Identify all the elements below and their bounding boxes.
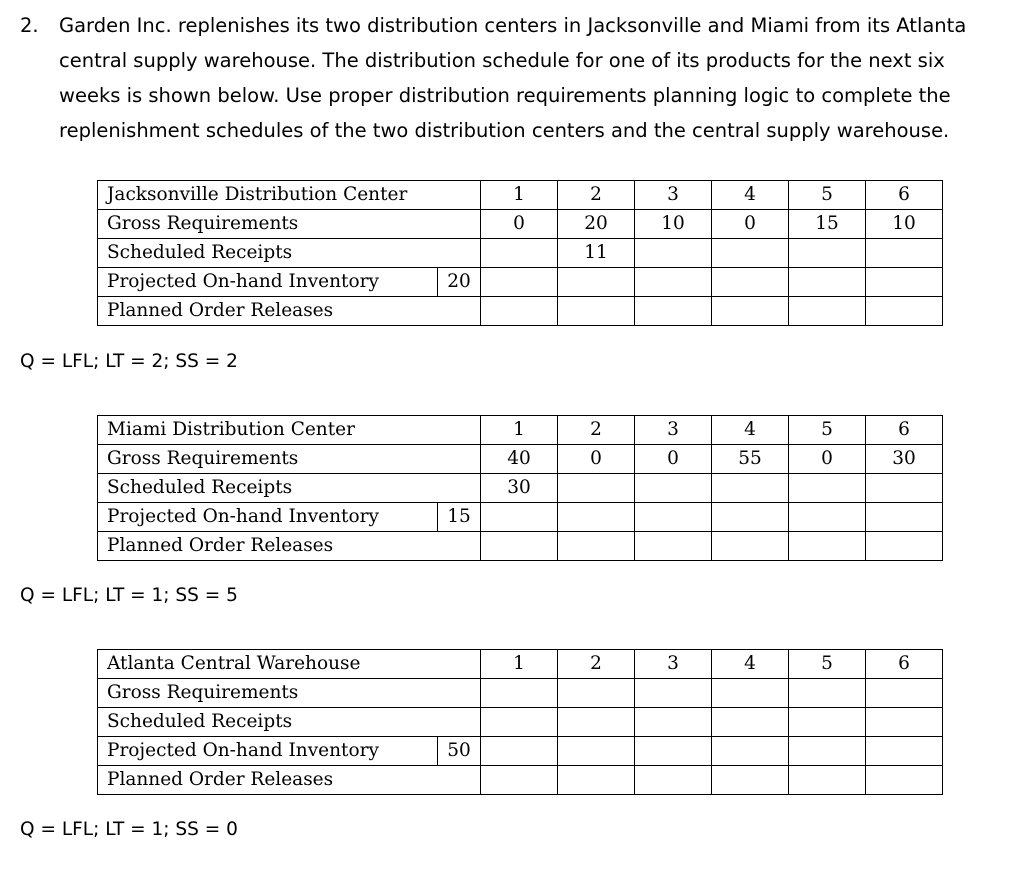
gross-cell: 30 — [866, 445, 943, 474]
release-cell[interactable] — [635, 766, 712, 795]
table-header-row — [98, 650, 943, 679]
gross-cell: 0 — [558, 445, 635, 474]
inventory-cell[interactable] — [558, 503, 635, 532]
release-cell[interactable] — [712, 766, 789, 795]
receipts-cell[interactable] — [866, 708, 943, 737]
gross-cell: 0 — [481, 210, 558, 239]
inventory-cell[interactable] — [635, 737, 712, 766]
receipts-cell — [481, 239, 558, 268]
receipts-cell — [635, 474, 712, 503]
row-label: Planned Order Releases — [98, 766, 481, 795]
gross-cell[interactable] — [866, 679, 943, 708]
release-cell[interactable] — [712, 532, 789, 561]
gross-cell: 10 — [635, 210, 712, 239]
receipts-cell — [712, 239, 789, 268]
period-header: 1 — [481, 650, 558, 679]
question-line-2: central supply warehouse. The distribution schedule for one of its products for the next six — [59, 49, 945, 72]
row-label: Gross Requirements — [98, 210, 481, 239]
row-label: Planned Order Releases — [98, 532, 481, 561]
inventory-cell[interactable] — [558, 268, 635, 297]
period-header: 1 — [481, 181, 558, 210]
gross-cell: 15 — [789, 210, 866, 239]
row-label: Scheduled Receipts — [98, 239, 481, 268]
inventory-cell[interactable] — [712, 503, 789, 532]
question-line-3: weeks is shown below. Use proper distribution requirements planning logic to complete the — [59, 84, 951, 107]
inventory-cell[interactable] — [712, 737, 789, 766]
release-cell[interactable] — [481, 532, 558, 561]
release-cell[interactable] — [789, 297, 866, 326]
gross-cell: 55 — [712, 445, 789, 474]
inventory-cell[interactable] — [712, 268, 789, 297]
initial-inventory: 50 — [438, 737, 481, 766]
inventory-cell[interactable] — [558, 737, 635, 766]
question-text — [20, 8, 1020, 148]
period-header: 3 — [635, 416, 712, 445]
release-cell[interactable] — [866, 297, 943, 326]
question-line-4: replenishment schedules of the two distribution centers and the central supply warehouse. — [59, 119, 950, 142]
period-header: 5 — [789, 416, 866, 445]
period-header: 4 — [712, 181, 789, 210]
row-label: Projected On-hand Inventory — [98, 268, 438, 297]
release-cell[interactable] — [481, 297, 558, 326]
gross-cell[interactable] — [789, 679, 866, 708]
initial-inventory: 15 — [438, 503, 481, 532]
gross-requirements-row — [98, 210, 943, 239]
miami-params: Q = LFL; LT = 1; SS = 5 — [20, 585, 238, 606]
period-header: 3 — [635, 650, 712, 679]
receipts-cell: 30 — [481, 474, 558, 503]
inventory-cell[interactable] — [866, 503, 943, 532]
initial-inventory: 20 — [438, 268, 481, 297]
row-label: Projected On-hand Inventory — [98, 503, 438, 532]
receipts-cell[interactable] — [712, 708, 789, 737]
gross-cell: 40 — [481, 445, 558, 474]
row-label: Projected On-hand Inventory — [98, 737, 438, 766]
inventory-cell[interactable] — [481, 503, 558, 532]
release-cell[interactable] — [789, 766, 866, 795]
period-header: 6 — [866, 181, 943, 210]
receipts-cell — [558, 474, 635, 503]
scheduled-receipts-row — [98, 708, 943, 737]
receipts-cell[interactable] — [635, 708, 712, 737]
release-cell[interactable] — [558, 766, 635, 795]
projected-inventory-row — [98, 503, 943, 532]
inventory-cell[interactable] — [866, 737, 943, 766]
row-label: Planned Order Releases — [98, 297, 481, 326]
period-header: 6 — [866, 416, 943, 445]
release-cell[interactable] — [635, 297, 712, 326]
miami-drp-table — [97, 415, 943, 561]
question-number: 2. — [20, 14, 39, 37]
release-cell[interactable] — [866, 766, 943, 795]
period-header: 4 — [712, 416, 789, 445]
receipts-cell: 11 — [558, 239, 635, 268]
release-cell[interactable] — [789, 532, 866, 561]
receipts-cell — [789, 239, 866, 268]
release-cell[interactable] — [481, 766, 558, 795]
gross-requirements-row — [98, 679, 943, 708]
release-cell[interactable] — [866, 532, 943, 561]
receipts-cell — [866, 474, 943, 503]
table-title: Atlanta Central Warehouse — [98, 650, 481, 679]
inventory-cell[interactable] — [789, 737, 866, 766]
inventory-cell[interactable] — [481, 268, 558, 297]
gross-cell: 0 — [789, 445, 866, 474]
table-title: Jacksonville Distribution Center — [98, 181, 481, 210]
receipts-cell[interactable] — [558, 708, 635, 737]
inventory-cell[interactable] — [789, 268, 866, 297]
jacksonville-params: Q = LFL; LT = 2; SS = 2 — [20, 351, 238, 372]
table-header-row — [98, 416, 943, 445]
inventory-cell[interactable] — [866, 268, 943, 297]
period-header: 3 — [635, 181, 712, 210]
release-cell[interactable] — [558, 532, 635, 561]
row-label: Scheduled Receipts — [98, 708, 481, 737]
receipts-cell[interactable] — [481, 708, 558, 737]
release-cell[interactable] — [558, 297, 635, 326]
planned-releases-row — [98, 297, 943, 326]
atlanta-drp-table — [97, 649, 943, 795]
period-header: 4 — [712, 650, 789, 679]
inventory-cell[interactable] — [481, 737, 558, 766]
release-cell[interactable] — [712, 297, 789, 326]
inventory-cell[interactable] — [635, 503, 712, 532]
inventory-cell[interactable] — [789, 503, 866, 532]
row-label: Gross Requirements — [98, 445, 481, 474]
atlanta-params: Q = LFL; LT = 1; SS = 0 — [20, 819, 238, 840]
period-header: 5 — [789, 650, 866, 679]
gross-cell[interactable] — [712, 679, 789, 708]
row-label: Gross Requirements — [98, 679, 481, 708]
scheduled-receipts-row — [98, 474, 943, 503]
period-header: 6 — [866, 650, 943, 679]
gross-cell[interactable] — [558, 679, 635, 708]
gross-cell: 20 — [558, 210, 635, 239]
period-header: 1 — [481, 416, 558, 445]
question-line-1: 2. Garden Inc. replenishes its two distribution centers in Jacksonville and Miami from its Atlanta — [20, 8, 1020, 43]
period-header: 2 — [558, 416, 635, 445]
projected-inventory-row — [98, 268, 943, 297]
planned-releases-row — [98, 532, 943, 561]
gross-cell: 0 — [712, 210, 789, 239]
jacksonville-drp-table — [97, 180, 943, 326]
projected-inventory-row — [98, 737, 943, 766]
inventory-cell[interactable] — [635, 268, 712, 297]
receipts-cell — [635, 239, 712, 268]
gross-cell: 10 — [866, 210, 943, 239]
scheduled-receipts-row — [98, 239, 943, 268]
period-header: 2 — [558, 181, 635, 210]
table-title: Miami Distribution Center — [98, 416, 481, 445]
period-header: 2 — [558, 650, 635, 679]
release-cell[interactable] — [635, 532, 712, 561]
gross-cell[interactable] — [481, 679, 558, 708]
receipts-cell — [712, 474, 789, 503]
planned-releases-row — [98, 766, 943, 795]
receipts-cell — [866, 239, 943, 268]
receipts-cell — [789, 474, 866, 503]
row-label: Scheduled Receipts — [98, 474, 481, 503]
period-header: 5 — [789, 181, 866, 210]
gross-cell[interactable] — [635, 679, 712, 708]
receipts-cell[interactable] — [789, 708, 866, 737]
gross-requirements-row — [98, 445, 943, 474]
table-header-row — [98, 181, 943, 210]
gross-cell: 0 — [635, 445, 712, 474]
